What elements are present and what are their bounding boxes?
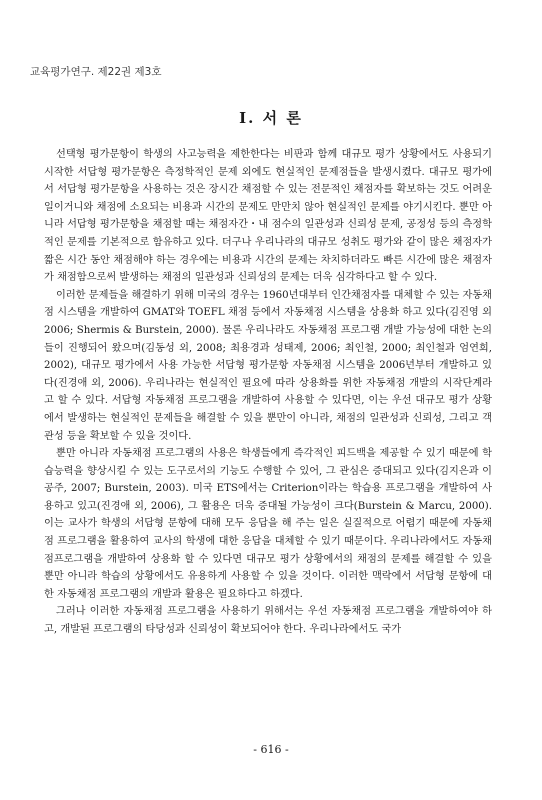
paragraph-3: 뿐만 아니라 자동채점 프로그램의 사용은 학생들에게 즉각적인 피드백을 제공할 수 있기 때문에 학습능력을 향상시킬 수 있는 도구로서의 기능도 수행할 수 있어, 그 관심은 증대되고 있다(김지은과 이공주, 2007; Burstein, 2003). 미국 ETS에서는 Criterion이라는 학습용 프로그램을 개발하여 사용하고 있고(진경애 외, 2006), 그 활용은 더욱 증대될 가능성이 크다(Burstein & Marcu, 2000). 이는 교사가 학생의 서답형 문항에 대해 모두 응답을 해 주는 일은 실질적으로 어렵기 때문에 자동채점 프로그램을 활용하여 교사의 학생에 대한 응답을 대체할 수 있기 때문이다. 우리나라에서도 자동채점프로그램을 개발하여 상용화 할 수 있다면 대규모 평가 상황에서의 채점의 문제를 해결할 수 있을 뿐만 아니라 학습의 상황에서도 유용하게 사용할 수 있을 것이다. 이러한 맥락에서 서답형 문항에 대한 자동채점 프로그램의 개발과 활용은 필요하다고 하겠다. xyxy=(44,448,492,600)
paragraph-1: 선택형 평가문항이 학생의 사고능력을 제한한다는 비판과 함께 대규모 평가 상황에서도 사용되기 시작한 서답형 평가문항은 측정학적인 문제 외에도 현실적인 문제점들을 발생시켰다. 대규모 평가에서 서답형 평가문항을 사용하는 것은 장시간 채점할 수 있는 전문적인 채점자를 확보하는 것도 어려운 일이거니와 채점에 소요되는 비용과 시간의 문제도 만만치 않아 현실적인 문제를 야기시킨다. 뿐만 아니라 서답형 평가문항을 채점할 때는 채점자간・내 점수의 일관성과 신뢰성 문제, 공정성 등의 측정학적인 문제를 기본적으로 함유하고 있다. 더구나 우리나라의 대규모 성취도 평가와 같이 많은 채점자가 짧은 시간 동안 채점해야 하는 경우에는 비용과 시간의 문제는 차치하더라도 빠른 시간에 많은 채점자가 채점함으로써 발생하는 채점의 일관성과 신뢰성의 문제는 더욱 심각하다고 할 수 있다. xyxy=(44,149,492,284)
running-header: 교육평가연구. 제22권 제3호 xyxy=(30,66,162,78)
page-number: - 616 - xyxy=(253,743,289,756)
body-text xyxy=(44,146,492,639)
paragraph-4: 그러나 이러한 자동채점 프로그램을 사용하기 위해서는 우선 자동채점 프로그램을 개발하여야 하고, 개발된 프로그램의 타당성과 신뢰성이 확보되어야 한다. 우리나라에서도 국가 xyxy=(44,606,492,636)
section-title: I. 서 론 xyxy=(239,109,303,127)
paragraph-2: 이러한 문제들을 해결하기 위해 미국의 경우는 1960년대부터 인간채점자를 대체할 수 있는 자동채점 시스템을 개발하여 GMAT와 TOEFL 채점 등에서 자동채점 시스템을 상용화 하고 있다(김진영 외 2006; Shermis & Burstein, 2000). 물론 우리나라도 자동채점 프로그램 개발 가능성에 대한 논의들이 진행되어 왔으며(김동성 외, 2008; 최용경과 성태제, 2006; 최인철, 2000; 최인철과 엄연희, 2002), 대규모 평가에서 사용 가능한 서답형 평가문항 자동채점 시스템을 2006년부터 개발하고 있다(진경애 외, 2006). 우리나라는 현실적인 필요에 따라 상용화를 위한 자동채점 개발의 시작단계라고 할 수 있다. 서답형 자동채점 프로그램을 개발하여 사용할 수 있다면, 이는 우선 대규모 평가 상황에서 발생하는 현실적인 문제들을 해결할 수 있을 뿐만이 아니라, 채점의 일관성과 신뢰성, 그리고 객관성 등을 확보할 수 있을 것이다. xyxy=(44,289,492,442)
